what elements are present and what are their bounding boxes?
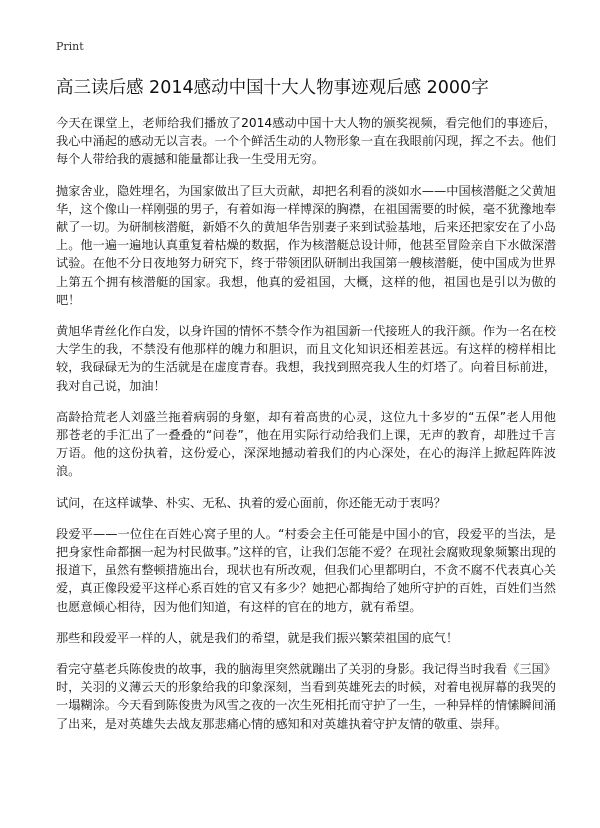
document-title: 高三读后感 2014感动中国十大人物事迹观后感 2000字 [56,78,489,98]
paragraph-2: 抛家舍业，隐姓埋名，为国家做出了巨大贡献，却把名利看的淡如水——中国核潜艇之父黄旭华，这个像山一样刚强的男子，有着如海一样博深的胸襟，在祖国需要的时候，毫不犹豫地奉献了一切。为研制核潜艇，新婚不久的黄旭华告别妻子来到试验基地，后来还把家安在了小岛上。他一遍一遍地认真重复着枯燥的数据，作为核潜艇总设计师，他甚至冒险亲自下水做深潜试验。在他不分日夜地努力研究下，终于带领团队研制出我国第一艘核潜艇，使中国成为世界上第五个拥有核潜艇的国家。我想，他真的爱祖国，大概，这样的他，祖国也是引以为傲的吧！ [56,183,556,307]
paragraph-6: 段爱平——一位住在百姓心窝子里的人。“村委会主任可能是中国小的官，段爱平的当法，是把身家性命都捆一起为村民做事。”这样的官，让我们怎能不爱？在现社会腐败现象频繁出现的报道下，虽然有整顿措施出台，现状也有所改观，但我们心里都明白，不贪不腐不代表真心关爱，真正像段爱平这样心系百姓的官又有多少？她把心都掏给了她所守护的百姓，百姓们当然也愿意倾心相待，因为他们知道，有这样的官在的地方，就有希望。 [56,526,556,614]
paragraph-5: 试问，在这样诚挚、朴实、无私、执着的爱心面前，你还能无动于衷吗？ [56,495,446,510]
paragraph-1: 今天在课堂上，老师给我们播放了2014感动中国十大人物的颁奖视频，看完他们的事迹后，我心中涌起的感动无以言表。一个个鲜活生动的人物形象一直在我眼前闪现，挥之不去。他们每个人带给我的震撼和能量都让我一生受用无穷。 [56,116,557,167]
paragraph-3: 黄旭华青丝化作白发，以身许国的情怀不禁令作为祖国新一代接班人的我汗颜。作为一名在校大学生的我，不禁没有他那样的魄力和胆识，而且文化知识还相差甚远。有这样的榜样相比较，我碌碌无为的生活就是在虚度青春。我想，我找到照亮我人生的灯塔了。向着目标前进，我对自己说，加油！ [56,324,556,393]
paragraph-8: 看完守墓老兵陈俊贵的故事，我的脑海里突然就蹦出了关羽的身影。我记得当时我看《三国》时，关羽的义薄云天的形象给我的印象深刻，当看到英雄死去的时候，对着电视屏幕的我哭的一塌糊涂。今天看到陈俊贵为风雪之夜的一次生死相托而守护了一生，一种异样的情愫瞬间涌了出来，是对英雄失去战友那悲痛心情的感知和对英雄执着守护友情的敬重、崇拜。 [56,662,556,731]
print-label: Print [56,40,84,53]
paragraph-7: 那些和段爱平一样的人，就是我们的希望，就是我们振兴繁荣祖国的底气！ [56,630,459,645]
document-page [56,40,556,746]
paragraph-4: 高龄拾荒老人刘盛兰拖着病弱的身躯，却有着高贵的心灵，这位九十多岁的“五保”老人用他那苍老的手汇出了一叠叠的“问卷”，他在用实际行动给我们上课，无声的教育，却胜过千言万语。他的这份执着，这份爱心，深深地撼动着我们的内心深处，在心的海洋上掀起阵阵波浪。 [56,409,556,479]
